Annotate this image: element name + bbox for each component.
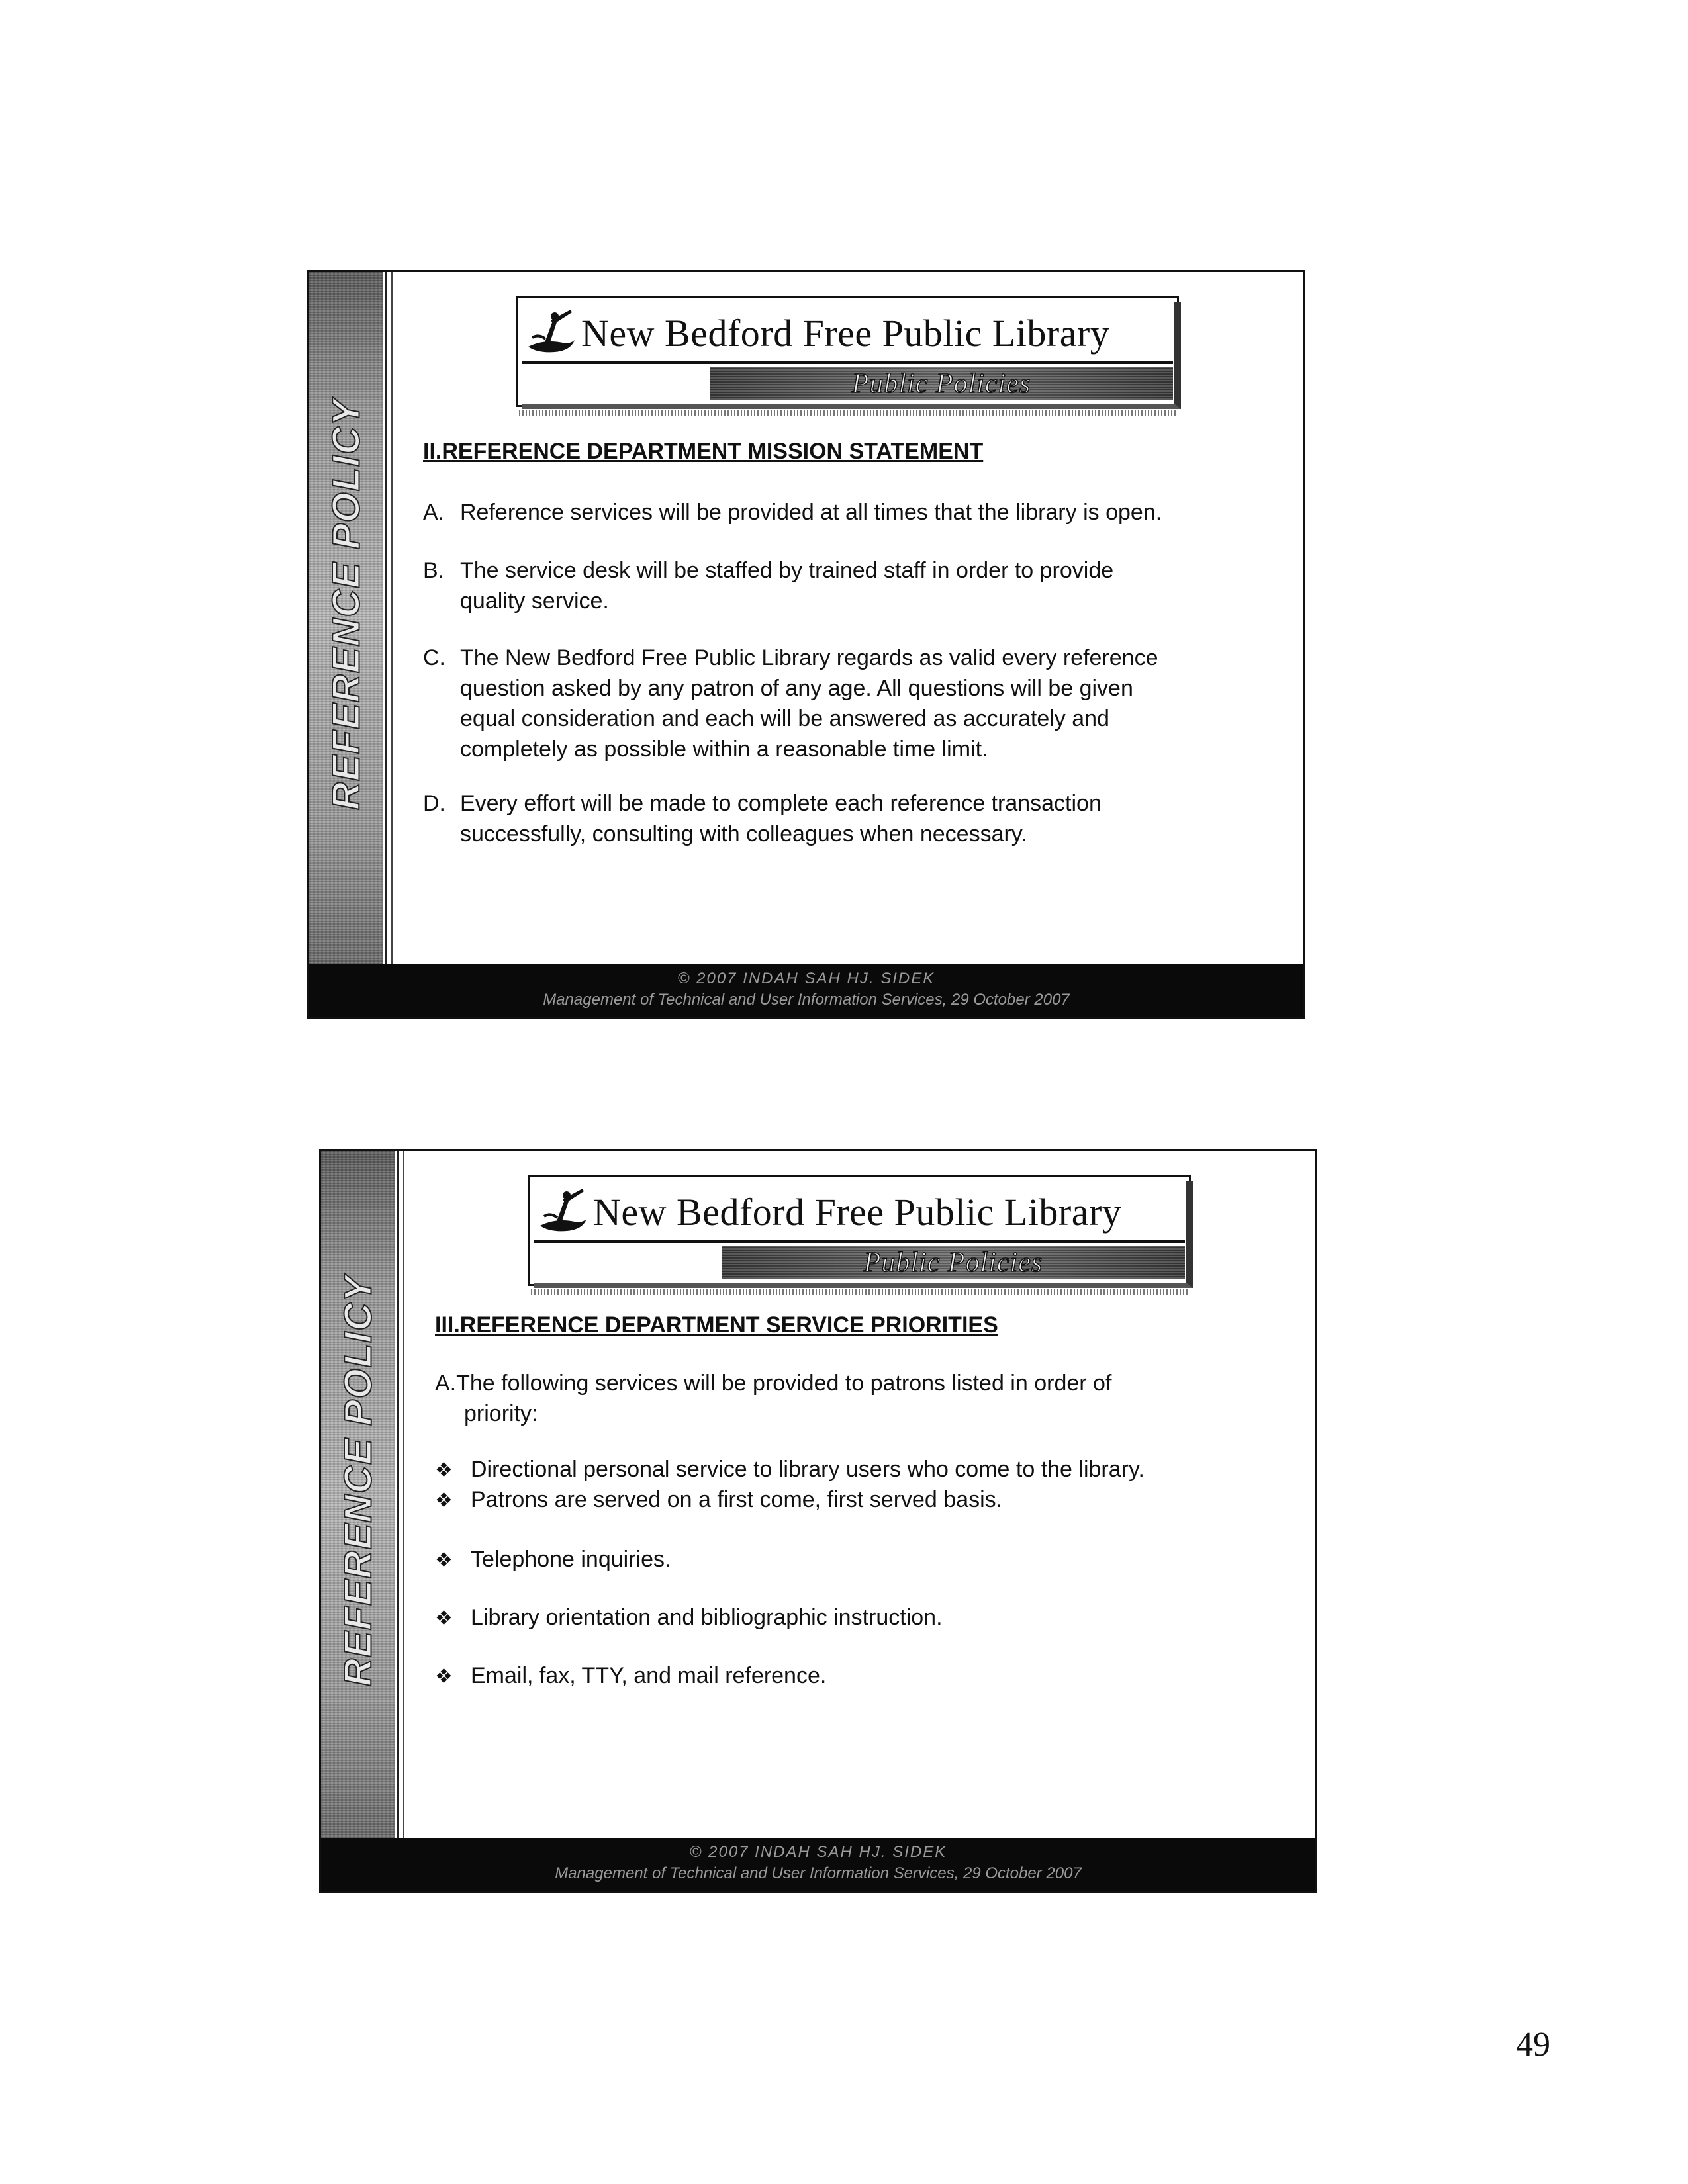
bullet-text: Patrons are served on a first come, first served basis.: [471, 1487, 1003, 1512]
banner-dotted-rule: [531, 1289, 1188, 1295]
item-text-line: completely as possible within a reasonable time limit.: [460, 737, 988, 762]
banner-divider: [534, 1240, 1185, 1243]
intro-text-line: A.The following services will be provided to patrons listed in order of: [435, 1371, 1112, 1396]
item-letter: B.: [423, 558, 445, 583]
library-banner: [516, 296, 1179, 407]
bullet-text: Telephone inquiries.: [471, 1547, 671, 1572]
bullet-text: Library orientation and bibliographic instruction.: [471, 1605, 943, 1630]
item-text-line: successfully, consulting with colleagues when necessary.: [460, 821, 1027, 846]
diamond-bullet-icon: ❖: [435, 1666, 453, 1688]
footer-course: Management of Technical and User Information Services, 29 October 2007: [543, 991, 1070, 1009]
item-text-line: Every effort will be made to complete each reference transaction: [460, 791, 1102, 816]
sidebar-label: REFERENCE POLICY: [336, 1275, 380, 1687]
banner-subtitle: Public Policies: [851, 369, 1031, 399]
list-item: [435, 1484, 1002, 1516]
list-item: [423, 788, 1102, 849]
list-item: [435, 1661, 826, 1692]
item-text-line: The service desk will be staffed by trained staff in order to provide: [460, 558, 1114, 583]
item-letter: C.: [423, 645, 445, 670]
sidebar-rule: [403, 1151, 404, 1838]
sidebar-panel: [309, 272, 383, 964]
sidebar-rule: [385, 272, 387, 964]
intro-paragraph: [435, 1368, 1111, 1429]
whaler-logo-icon: [536, 1185, 589, 1238]
footer-copyright: © 2007 INDAH SAH HJ. SIDEK: [677, 970, 935, 987]
diamond-bullet-icon: ❖: [435, 1608, 453, 1629]
banner-title: New Bedford Free Public Library: [593, 1191, 1122, 1234]
item-text-line: The New Bedford Free Public Library regards as valid every reference: [460, 645, 1158, 670]
bullet-text: Directional personal service to library users who come to the library.: [471, 1457, 1145, 1482]
footer-copyright: © 2007 INDAH SAH HJ. SIDEK: [689, 1843, 947, 1861]
bullet-text: Email, fax, TTY, and mail reference.: [471, 1663, 827, 1688]
list-item: [435, 1454, 1145, 1486]
sidebar-label: REFERENCE POLICY: [324, 398, 368, 810]
sidebar-rule: [391, 272, 393, 964]
item-letter: A.: [423, 500, 445, 525]
banner-subtitle: Public Policies: [863, 1248, 1043, 1278]
whaler-logo-icon: [524, 306, 577, 359]
library-banner: [528, 1175, 1191, 1286]
banner-subtitle-bar: [710, 367, 1173, 400]
intro-text-line: priority:: [464, 1401, 538, 1426]
item-text-line: quality service.: [460, 588, 609, 614]
banner-title: New Bedford Free Public Library: [581, 312, 1110, 355]
list-item: [423, 643, 1158, 764]
banner-divider: [522, 361, 1173, 364]
diamond-bullet-icon: ❖: [435, 1549, 453, 1571]
slide-mission-statement: [307, 270, 1305, 1019]
diamond-bullet-icon: ❖: [435, 1459, 453, 1481]
list-item: [423, 497, 1162, 527]
item-text-line: question asked by any patron of any age. All questions will be given: [460, 676, 1133, 701]
footer-course: Management of Technical and User Information Services, 29 October 2007: [555, 1864, 1082, 1882]
item-text-line: equal consideration and each will be answered as accurately and: [460, 706, 1109, 731]
sidebar-panel: [321, 1151, 395, 1838]
slide-footer: [309, 964, 1303, 1017]
banner-subtitle-bar: [722, 1246, 1185, 1279]
diamond-bullet-icon: ❖: [435, 1490, 453, 1512]
item-letter: D.: [423, 791, 445, 816]
list-item: [435, 1544, 671, 1576]
slide-footer: [321, 1838, 1315, 1891]
sidebar-rule: [397, 1151, 399, 1838]
section-heading: II.REFERENCE DEPARTMENT MISSION STATEMENT: [423, 439, 984, 464]
slide-service-priorities: [319, 1149, 1317, 1893]
page-number: 49: [1516, 2026, 1550, 2064]
list-item: [435, 1602, 943, 1634]
list-item: [423, 555, 1113, 616]
banner-dotted-rule: [519, 410, 1176, 416]
item-text-line: Reference services will be provided at all times that the library is open.: [460, 500, 1162, 525]
section-heading: III.REFERENCE DEPARTMENT SERVICE PRIORITIES: [435, 1312, 998, 1338]
